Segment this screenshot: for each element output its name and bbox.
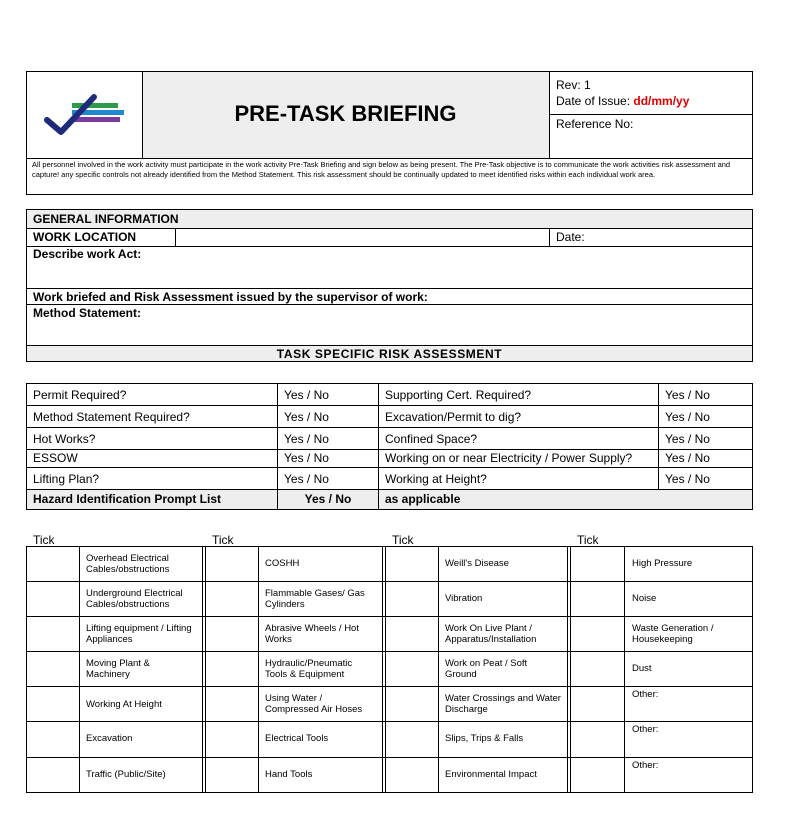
tick-box[interactable] [386,687,438,721]
tick-box[interactable] [206,722,258,757]
hazard-label: Environmental Impact [445,769,537,780]
tick-box[interactable] [571,547,624,581]
hazard-label: Waste Generation / Housekeeping [632,623,714,645]
general-info-heading: GENERAL INFORMATION [33,212,179,226]
tick-box[interactable] [386,582,438,616]
other-hazard-field[interactable]: Other: [632,724,659,735]
question-label: Confined Space? [385,432,478,446]
tick-box[interactable] [27,687,79,721]
tick-box[interactable] [386,758,438,792]
tick-header: Tick [33,533,55,547]
work-location-field[interactable] [176,229,548,245]
yes-no-answer[interactable]: Yes / No [284,388,329,402]
hazard-label: Hand Tools [265,769,313,780]
other-hazard-field[interactable]: Other: [632,689,659,700]
hazard-label: Using Water / Compressed Air Hoses [265,693,363,715]
question-label: Working on or near Electricity / Power Supply? [385,451,633,465]
tick-box[interactable] [206,582,258,616]
tick-box[interactable] [206,617,258,651]
tick-box[interactable] [27,722,79,757]
tick-box[interactable] [571,617,624,651]
hazard-label: Lifting equipment / Lifting Appliances [86,623,192,645]
tick-box[interactable] [386,617,438,651]
yes-no-answer[interactable]: Yes / No [284,472,329,486]
tick-box[interactable] [27,617,79,651]
date-of-issue-label: Date of Issue: [556,94,631,108]
tick-box[interactable] [386,652,438,686]
tick-box[interactable] [206,652,258,686]
method-statement-field[interactable] [27,320,752,344]
yes-no-answer[interactable]: Yes / No [665,410,710,424]
question-label: Excavation/Permit to dig? [385,410,522,424]
describe-work-label: Describe work Act: [33,247,142,261]
date-of-issue [556,94,689,108]
question-label: Supporting Cert. Required? [385,388,532,402]
tick-header: Tick [212,533,234,547]
tick-box[interactable] [206,758,258,792]
revision: Rev: 1 [556,78,591,92]
question-label: Lifting Plan? [33,472,100,486]
hazard-label: Vibration [445,593,483,604]
tick-box[interactable] [27,652,79,686]
other-hazard-field[interactable]: Other: [632,760,659,771]
date-field[interactable] [590,229,752,245]
describe-work-field[interactable] [27,262,752,287]
hazard-label: Electrical Tools [265,733,329,744]
hazard-label: Overhead Electrical Cables/obstructions [86,553,170,575]
tick-box[interactable] [571,722,624,757]
tick-box[interactable] [386,547,438,581]
hazard-label: High Pressure [632,558,693,569]
question-label: Working at Height? [385,472,487,486]
yes-no-answer[interactable]: Yes / No [665,451,710,465]
hazard-label: Working At Height [86,699,162,710]
hazard-label: Moving Plant & Machinery [86,658,150,680]
tick-box[interactable] [571,652,624,686]
yes-no-answer[interactable]: Yes / No [665,472,710,486]
question-label: Method Statement Required? [33,410,190,424]
hazard-label: Underground Electrical Cables/obstructions [86,588,183,610]
prompt-list-note: as applicable [385,492,461,506]
tick-box[interactable] [571,758,624,792]
yes-no-answer[interactable]: Yes / No [284,432,329,446]
yes-no-answer[interactable]: Yes / No [665,388,710,402]
prompt-list-label: Hazard Identification Prompt List [33,492,222,506]
hazard-label: Water Crossings and Water Discharge [445,693,561,715]
hazard-label: Dust [632,663,652,674]
tick-header: Tick [392,533,414,547]
tick-box[interactable] [27,547,79,581]
question-label: Hot Works? [33,432,96,446]
prompt-list-answer[interactable]: Yes / No [304,492,352,506]
hazard-label: Flammable Gases/ Gas Cylinders [265,588,365,610]
question-label: Permit Required? [33,388,127,402]
hazard-label: Weill's Disease [445,558,509,569]
tick-box[interactable] [386,722,438,757]
method-statement-label: Method Statement: [33,306,141,320]
hazard-label: COSHH [265,558,300,569]
question-label: ESSOW [33,451,78,465]
checkmark-logo-icon [44,92,126,138]
hazard-label: Work On Live Plant / Apparatus/Installation [445,623,537,645]
work-location-label: WORK LOCATION [33,230,137,244]
tick-box[interactable] [571,582,624,616]
tick-header: Tick [577,533,599,547]
tick-box[interactable] [27,582,79,616]
hazard-label: Hydraulic/Pneumatic Tools & Equipment [265,658,353,680]
hazard-label: Noise [632,593,657,604]
tick-box[interactable] [206,687,258,721]
reference-number: Reference No: [556,117,634,131]
yes-no-answer[interactable]: Yes / No [665,432,710,446]
hazard-label: Slips, Trips & Falls [445,733,524,744]
date-of-issue-value: dd/mm/yy [633,94,690,108]
intro-text: All personnel involved in the work activity must participate in the work activity Pre-Task Briefing and sign below as being present. The Pre-Task objective is to communicate the work activities risk assessment and capture! any specific controls not already identified from the Method Statement. This risk assessment should be continually updated to meet identified risks within each individual work area. [32,160,731,179]
page-title: PRE-TASK BRIEFING [234,101,457,126]
yes-no-answer[interactable]: Yes / No [284,410,329,424]
tick-box[interactable] [27,758,79,792]
hazard-label: Traffic (Public/Site) [86,769,166,780]
hazard-label: Abrasive Wheels / Hot Works [265,623,359,645]
tick-box[interactable] [206,547,258,581]
yes-no-answer[interactable]: Yes / No [284,451,329,465]
tick-box[interactable] [571,687,624,721]
risk-assessment-heading: TASK SPECIFIC RISK ASSESSMENT [276,347,503,361]
date-label: Date: [556,230,585,244]
hazard-label: Excavation [86,733,133,744]
hazard-label: Work on Peat / Soft Ground [445,658,528,680]
work-briefed-label: Work briefed and Risk Assessment issued by the supervisor of work: [33,290,428,304]
